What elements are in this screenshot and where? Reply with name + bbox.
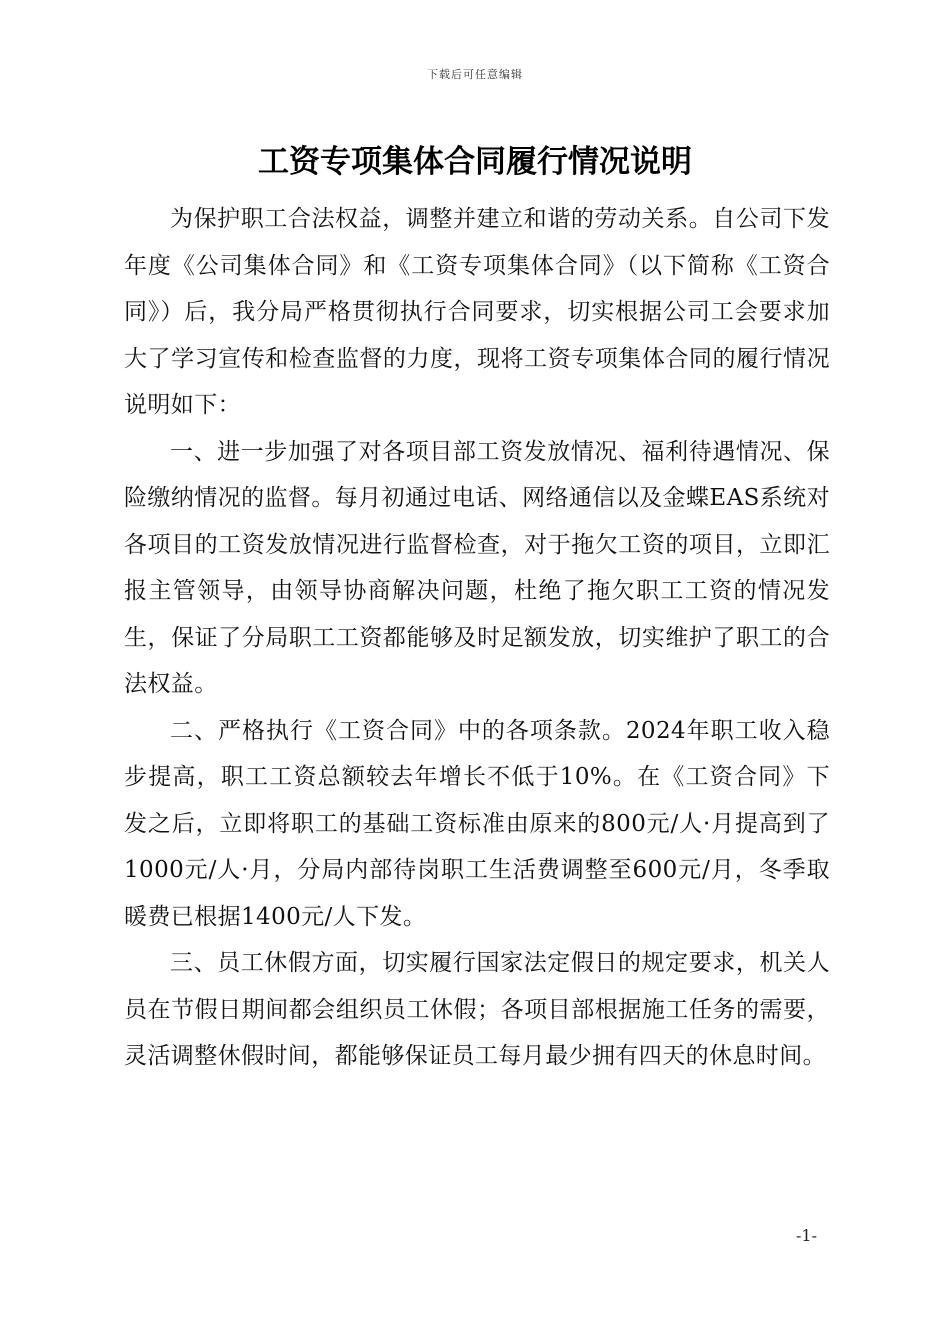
paragraph-section-3: 三、员工休假方面，切实履行国家法定假日的规定要求，机关人员在节假日期间都会组织员工休假；各项目部根据施工任务的需要，灵活调整休假时间，都能够保证员工每月最少拥有四天的休息时间。 (124, 950, 830, 1069)
document-title: 工资专项集体合同履行情况说明 (258, 144, 692, 180)
paragraph-section-1: 一、进一步加强了对各项目部工资发放情况、福利待遇情况、保险缴纳情况的监督。每月初通过电话、网络通信以及金蝶EAS系统对各项目的工资发放情况进行监督检查，对于拖欠工资的项目，立即汇报主管领导，由领导协商解决问题，杜绝了拖欠职工工资的情况发生，保证了分局职工工资都能够及时足额发放，切实维护了职工的合法权益。 (124, 438, 830, 697)
paragraph-section-2: 二、严格执行《工资合同》中的各项条款。2024年职工收入稳步提高，职工工资总额较去年增长不低于10%。在《工资合同》下发之后，立即将职工的基础工资标准由原来的800元/人·月提高到了1000元/人·月，分局内部待岗职工生活费调整至600元/月，冬季取暖费已根据1400元/人下发。 (124, 717, 830, 930)
paragraph-intro: 为保护职工合法权益，调整并建立和谐的劳动关系。自公司下发年度《公司集体合同》和《工资专项集体合同》（以下简称《工资合同》）后，我分局严格贯彻执行合同要求，切实根据公司工会要求加大了学习宣传和检查监督的力度，现将工资专项集体合同的履行情况说明如下： (124, 206, 830, 418)
document-body (124, 196, 830, 1080)
header-note: 下载后可任意编辑 (427, 68, 523, 81)
page-number: -1- (796, 1226, 817, 1245)
